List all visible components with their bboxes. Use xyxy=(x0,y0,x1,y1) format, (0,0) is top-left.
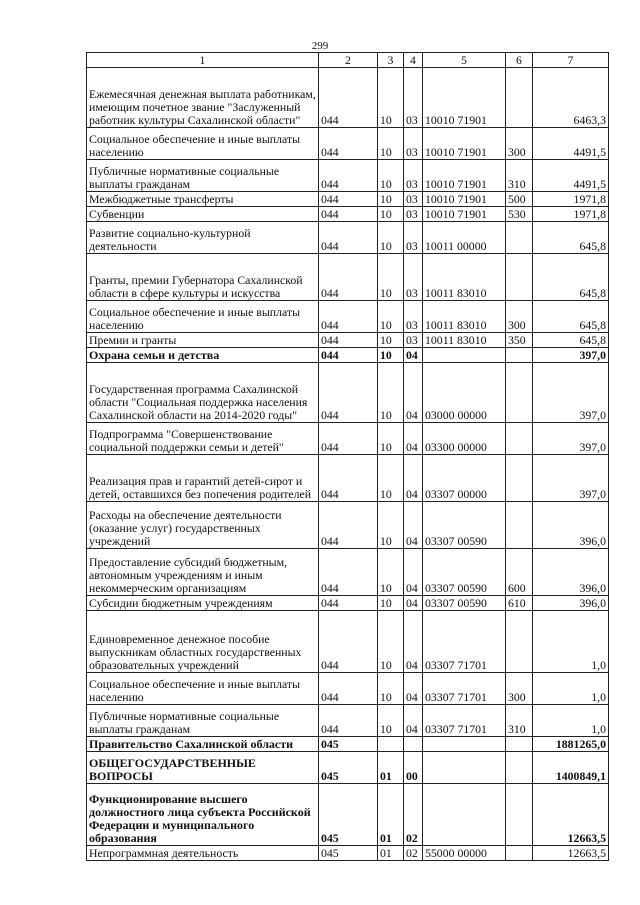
row-amount-cell: 396,0 xyxy=(533,596,609,611)
row-name-cell: Субвенции xyxy=(87,207,319,222)
row-code-cell: 044 xyxy=(319,673,378,705)
row-amount-cell: 397,0 xyxy=(533,455,609,502)
row-amount-cell: 1881265,0 xyxy=(533,737,609,752)
row-amount-cell: 4491,5 xyxy=(533,160,609,192)
row-code-cell: 044 xyxy=(319,222,378,254)
table-row xyxy=(87,737,609,752)
row-section-cell: 10 xyxy=(378,160,404,192)
row-amount-cell: 396,0 xyxy=(533,549,609,596)
row-name-cell: ОБЩЕГОСУДАРСТВЕННЫЕ ВОПРОСЫ xyxy=(87,752,319,784)
table-row xyxy=(87,333,609,348)
row-section-cell: 10 xyxy=(378,596,404,611)
row-expense-type-cell xyxy=(506,222,533,254)
row-name-cell: Межбюджетные трансферты xyxy=(87,192,319,207)
row-amount-cell: 645,8 xyxy=(533,333,609,348)
row-subsection-cell: 04 xyxy=(404,455,423,502)
row-code-cell: 044 xyxy=(319,363,378,423)
row-name-cell: Правительство Сахалинской области xyxy=(87,737,319,752)
row-target-article-cell: 03307 00590 xyxy=(423,596,506,611)
table-row xyxy=(87,254,609,301)
row-target-article-cell: 10010 71901 xyxy=(423,128,506,160)
row-code-cell: 044 xyxy=(319,333,378,348)
row-code-cell: 044 xyxy=(319,160,378,192)
row-amount-cell: 4491,5 xyxy=(533,128,609,160)
row-subsection-cell: 04 xyxy=(404,363,423,423)
row-code-cell: 044 xyxy=(319,455,378,502)
row-code-cell: 044 xyxy=(319,348,378,363)
row-name-cell: Премии и гранты xyxy=(87,333,319,348)
row-expense-type-cell xyxy=(506,846,533,861)
header-cell-4: 4 xyxy=(404,53,423,68)
row-code-cell: 044 xyxy=(319,705,378,737)
row-target-article-cell: 03307 00000 xyxy=(423,455,506,502)
row-target-article-cell: 03000 00000 xyxy=(423,363,506,423)
row-expense-type-cell xyxy=(506,423,533,455)
row-section-cell: 10 xyxy=(378,254,404,301)
row-section-cell: 10 xyxy=(378,333,404,348)
table-row xyxy=(87,160,609,192)
row-expense-type-cell: 300 xyxy=(506,673,533,705)
row-target-article-cell: 10010 71901 xyxy=(423,207,506,222)
row-expense-type-cell xyxy=(506,752,533,784)
table-row xyxy=(87,549,609,596)
row-target-article-cell xyxy=(423,737,506,752)
row-target-article-cell: 03307 00590 xyxy=(423,502,506,549)
row-amount-cell: 1971,8 xyxy=(533,207,609,222)
row-name-cell: Реализация прав и гарантий детей-сирот и детей, оставшихся без попечения родителей xyxy=(87,455,319,502)
row-subsection-cell xyxy=(404,737,423,752)
row-amount-cell: 397,0 xyxy=(533,363,609,423)
row-section-cell: 10 xyxy=(378,705,404,737)
row-target-article-cell: 03307 71701 xyxy=(423,673,506,705)
row-section-cell: 10 xyxy=(378,611,404,673)
row-code-cell: 044 xyxy=(319,596,378,611)
row-code-cell: 044 xyxy=(319,611,378,673)
row-subsection-cell: 03 xyxy=(404,333,423,348)
row-section-cell: 01 xyxy=(378,784,404,846)
row-name-cell: Публичные нормативные социальные выплаты гражданам xyxy=(87,705,319,737)
row-section-cell: 10 xyxy=(378,423,404,455)
row-amount-cell: 1,0 xyxy=(533,611,609,673)
row-amount-cell: 1971,8 xyxy=(533,192,609,207)
table-row xyxy=(87,348,609,363)
row-code-cell: 044 xyxy=(319,254,378,301)
header-cell-2: 2 xyxy=(319,53,378,68)
row-subsection-cell: 03 xyxy=(404,192,423,207)
row-subsection-cell: 04 xyxy=(404,348,423,363)
table-row xyxy=(87,192,609,207)
table-row xyxy=(87,752,609,784)
row-subsection-cell: 03 xyxy=(404,128,423,160)
row-name-cell: Единовременное денежное пособие выпускникам областных государственных образовательных учреждений xyxy=(87,611,319,673)
row-expense-type-cell: 600 xyxy=(506,549,533,596)
row-section-cell: 10 xyxy=(378,363,404,423)
row-amount-cell: 396,0 xyxy=(533,502,609,549)
row-amount-cell: 12663,5 xyxy=(533,846,609,861)
row-name-cell: Гранты, премии Губернатора Сахалинской области в сфере культуры и искусства xyxy=(87,254,319,301)
row-subsection-cell: 02 xyxy=(404,784,423,846)
row-code-cell: 044 xyxy=(319,301,378,333)
row-name-cell: Субсидии бюджетным учреждениям xyxy=(87,596,319,611)
table-row xyxy=(87,611,609,673)
row-code-cell: 044 xyxy=(319,128,378,160)
row-name-cell: Расходы на обеспечение деятельности (оказание услуг) государственных учреждений xyxy=(87,502,319,549)
header-cell-5: 5 xyxy=(423,53,506,68)
row-subsection-cell: 03 xyxy=(404,301,423,333)
row-subsection-cell: 04 xyxy=(404,673,423,705)
row-section-cell: 10 xyxy=(378,128,404,160)
row-code-cell: 045 xyxy=(319,737,378,752)
row-subsection-cell: 03 xyxy=(404,207,423,222)
row-section-cell: 10 xyxy=(378,455,404,502)
row-section-cell: 10 xyxy=(378,192,404,207)
table-row xyxy=(87,502,609,549)
row-expense-type-cell xyxy=(506,254,533,301)
row-subsection-cell: 03 xyxy=(404,68,423,128)
row-subsection-cell: 04 xyxy=(404,502,423,549)
row-target-article-cell: 03307 71701 xyxy=(423,705,506,737)
row-name-cell: Непрограммная деятельность xyxy=(87,846,319,861)
row-section-cell: 10 xyxy=(378,549,404,596)
row-section-cell: 10 xyxy=(378,502,404,549)
row-expense-type-cell: 300 xyxy=(506,301,533,333)
row-target-article-cell xyxy=(423,784,506,846)
row-expense-type-cell xyxy=(506,348,533,363)
row-code-cell: 044 xyxy=(319,207,378,222)
row-name-cell: Подпрограмма "Совершенствование социальной поддержки семьи и детей" xyxy=(87,423,319,455)
row-code-cell: 045 xyxy=(319,846,378,861)
row-section-cell: 10 xyxy=(378,348,404,363)
row-amount-cell: 397,0 xyxy=(533,423,609,455)
row-target-article-cell: 10011 83010 xyxy=(423,333,506,348)
row-target-article-cell: 55000 00000 xyxy=(423,846,506,861)
row-name-cell: Социальное обеспечение и иные выплаты населению xyxy=(87,301,319,333)
row-code-cell: 045 xyxy=(319,752,378,784)
row-amount-cell: 1,0 xyxy=(533,705,609,737)
row-section-cell: 10 xyxy=(378,222,404,254)
row-name-cell: Охрана семьи и детства xyxy=(87,348,319,363)
row-code-cell: 045 xyxy=(319,784,378,846)
table-row xyxy=(87,128,609,160)
row-target-article-cell: 10011 00000 xyxy=(423,222,506,254)
row-target-article-cell: 03300 00000 xyxy=(423,423,506,455)
row-name-cell: Государственная программа Сахалинской области "Социальная поддержка населения Сахалинской области на 2014-2020 годы" xyxy=(87,363,319,423)
header-row xyxy=(87,53,609,68)
row-expense-type-cell: 530 xyxy=(506,207,533,222)
row-expense-type-cell: 310 xyxy=(506,705,533,737)
header-cell-6: 6 xyxy=(506,53,533,68)
row-code-cell: 044 xyxy=(319,423,378,455)
row-section-cell: 01 xyxy=(378,752,404,784)
row-name-cell: Публичные нормативные социальные выплаты гражданам xyxy=(87,160,319,192)
header-cell-7: 7 xyxy=(533,53,609,68)
table-row xyxy=(87,784,609,846)
row-section-cell: 10 xyxy=(378,207,404,222)
row-subsection-cell: 04 xyxy=(404,423,423,455)
row-target-article-cell: 03307 00590 xyxy=(423,549,506,596)
row-target-article-cell: 10010 71901 xyxy=(423,68,506,128)
row-subsection-cell: 03 xyxy=(404,160,423,192)
row-section-cell: 10 xyxy=(378,301,404,333)
table-row xyxy=(87,301,609,333)
table-row xyxy=(87,596,609,611)
row-expense-type-cell xyxy=(506,737,533,752)
table-body xyxy=(87,53,609,861)
row-amount-cell: 645,8 xyxy=(533,301,609,333)
row-amount-cell: 1400849,1 xyxy=(533,752,609,784)
row-amount-cell: 645,8 xyxy=(533,222,609,254)
row-target-article-cell: 10011 83010 xyxy=(423,301,506,333)
row-name-cell: Социальное обеспечение и иные выплаты населению xyxy=(87,673,319,705)
row-subsection-cell: 04 xyxy=(404,705,423,737)
table-row xyxy=(87,68,609,128)
row-target-article-cell: 10010 71901 xyxy=(423,192,506,207)
row-expense-type-cell: 500 xyxy=(506,192,533,207)
row-code-cell: 044 xyxy=(319,68,378,128)
row-subsection-cell: 04 xyxy=(404,596,423,611)
row-amount-cell: 397,0 xyxy=(533,348,609,363)
row-section-cell: 10 xyxy=(378,673,404,705)
table-row xyxy=(87,455,609,502)
row-subsection-cell: 03 xyxy=(404,222,423,254)
table-row xyxy=(87,363,609,423)
row-target-article-cell xyxy=(423,752,506,784)
row-code-cell: 044 xyxy=(319,502,378,549)
table-row xyxy=(87,846,609,861)
row-expense-type-cell: 350 xyxy=(506,333,533,348)
row-expense-type-cell: 310 xyxy=(506,160,533,192)
row-target-article-cell xyxy=(423,348,506,363)
row-amount-cell: 12663,5 xyxy=(533,784,609,846)
table-row xyxy=(87,705,609,737)
row-expense-type-cell xyxy=(506,611,533,673)
row-expense-type-cell: 300 xyxy=(506,128,533,160)
table-row xyxy=(87,222,609,254)
row-expense-type-cell xyxy=(506,784,533,846)
table-row xyxy=(87,207,609,222)
row-subsection-cell: 02 xyxy=(404,846,423,861)
table-row xyxy=(87,673,609,705)
row-subsection-cell: 04 xyxy=(404,611,423,673)
row-expense-type-cell xyxy=(506,68,533,128)
row-target-article-cell: 10011 83010 xyxy=(423,254,506,301)
header-cell-3: 3 xyxy=(378,53,404,68)
row-subsection-cell: 04 xyxy=(404,549,423,596)
row-section-cell xyxy=(378,737,404,752)
row-amount-cell: 645,8 xyxy=(533,254,609,301)
budget-table xyxy=(86,52,609,861)
row-expense-type-cell xyxy=(506,502,533,549)
row-target-article-cell: 03307 71701 xyxy=(423,611,506,673)
row-expense-type-cell xyxy=(506,363,533,423)
row-code-cell: 044 xyxy=(319,192,378,207)
row-amount-cell: 6463,3 xyxy=(533,68,609,128)
header-cell-1: 1 xyxy=(87,53,319,68)
row-name-cell: Развитие социально-культурной деятельности xyxy=(87,222,319,254)
row-code-cell: 044 xyxy=(319,549,378,596)
row-name-cell: Ежемесячная денежная выплата работникам, имеющим почетное звание "Заслуженный работник культуры Сахалинской области" xyxy=(87,68,319,128)
table-row xyxy=(87,423,609,455)
row-subsection-cell: 03 xyxy=(404,254,423,301)
page-number: 299 xyxy=(311,40,329,52)
row-section-cell: 10 xyxy=(378,68,404,128)
row-amount-cell: 1,0 xyxy=(533,673,609,705)
row-name-cell: Социальное обеспечение и иные выплаты населению xyxy=(87,128,319,160)
row-section-cell: 01 xyxy=(378,846,404,861)
row-target-article-cell: 10010 71901 xyxy=(423,160,506,192)
row-subsection-cell: 00 xyxy=(404,752,423,784)
row-expense-type-cell xyxy=(506,455,533,502)
row-name-cell: Предоставление субсидий бюджетным, автономным учреждениям и иным некоммерческим организациям xyxy=(87,549,319,596)
row-expense-type-cell: 610 xyxy=(506,596,533,611)
row-name-cell: Функционирование высшего должностного лица субъекта Российской Федерации и муниципального образования xyxy=(87,784,319,846)
